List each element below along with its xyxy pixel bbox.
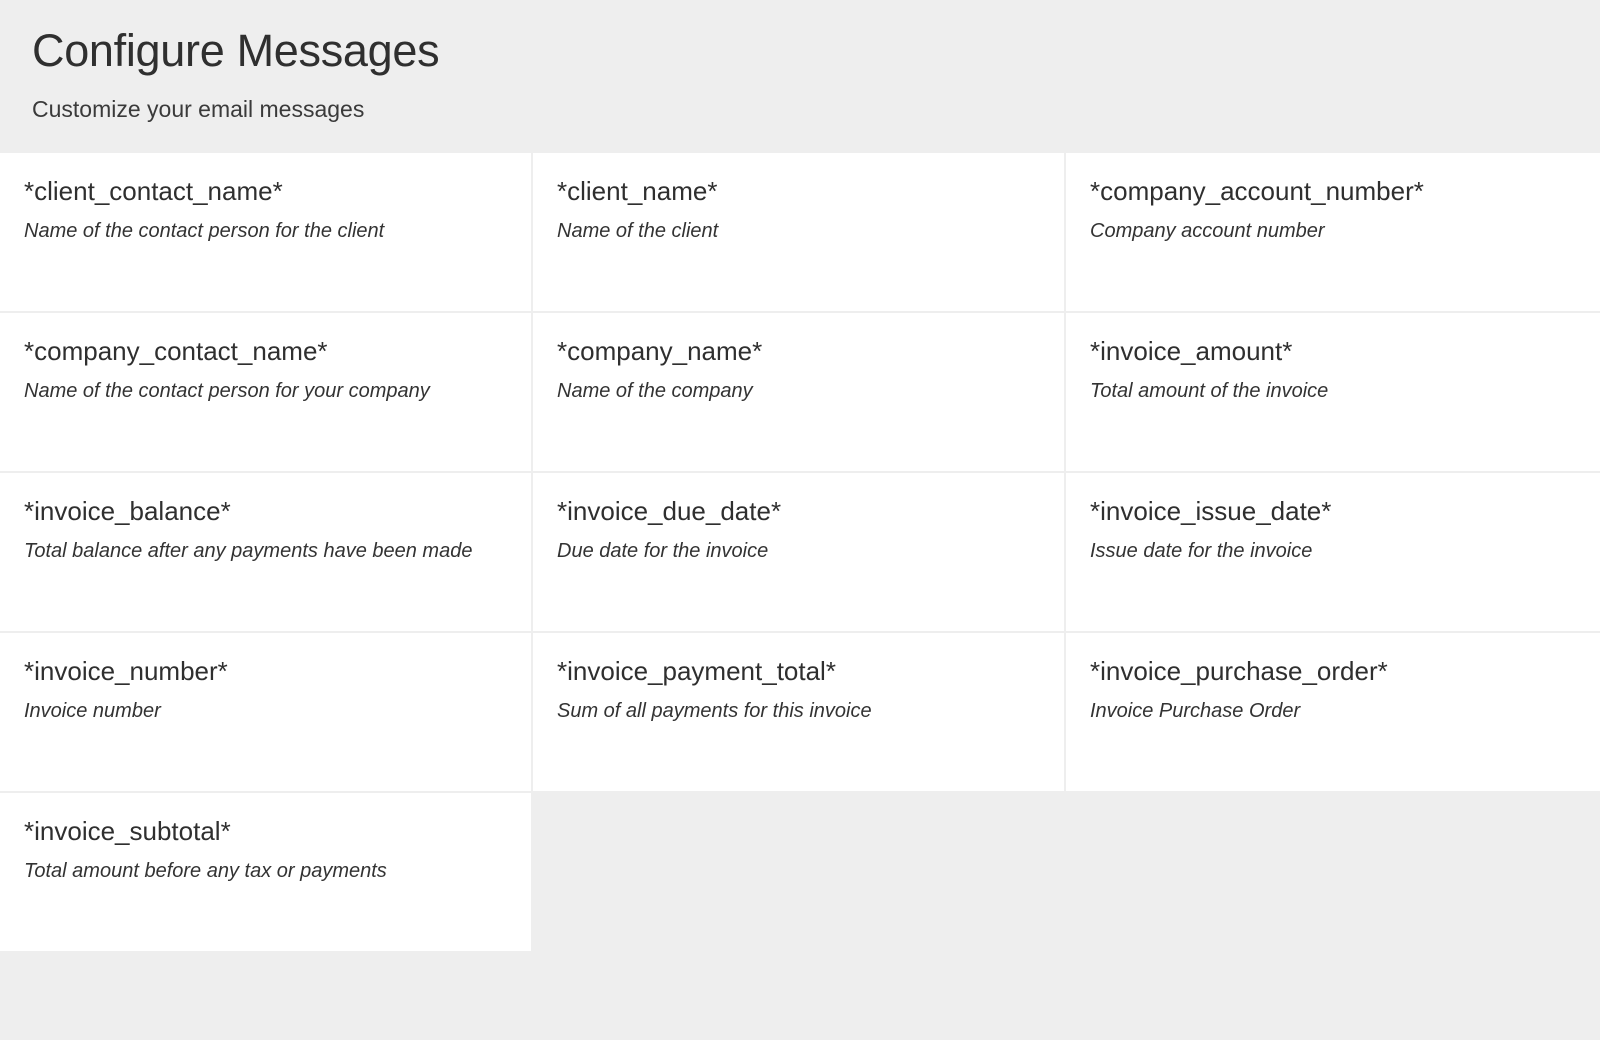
variable-name: *invoice_purchase_order*: [1090, 655, 1388, 686]
variable-card[interactable]: [533, 473, 1066, 633]
variable-card[interactable]: [1066, 633, 1600, 793]
variable-card[interactable]: [533, 153, 1066, 313]
variable-name: *invoice_number*: [24, 655, 228, 686]
variable-name: *client_name*: [557, 175, 718, 206]
variable-description: Name of the contact person for your company: [24, 380, 430, 403]
variable-description: Name of the company: [557, 380, 753, 403]
variable-card[interactable]: [533, 313, 1066, 473]
variable-card[interactable]: [0, 153, 533, 313]
variable-name: *invoice_subtotal*: [24, 815, 231, 846]
variable-description: Issue date for the invoice: [1090, 540, 1313, 563]
variable-card[interactable]: [0, 793, 533, 953]
variable-description: Sum of all payments for this invoice: [557, 700, 872, 723]
variable-description: Name of the client: [557, 220, 719, 243]
grid-empty-cell: [1066, 793, 1600, 953]
variable-card[interactable]: [0, 473, 533, 633]
variable-description: Invoice number: [24, 700, 161, 723]
variables-grid: [0, 153, 1600, 953]
variable-name: *client_contact_name*: [24, 175, 283, 206]
variable-card[interactable]: [1066, 313, 1600, 473]
variable-name: *invoice_payment_total*: [557, 655, 836, 686]
page-header: [0, 0, 1600, 123]
variable-card[interactable]: [1066, 473, 1600, 633]
variable-name: *company_name*: [557, 335, 763, 366]
variable-description: Invoice Purchase Order: [1090, 700, 1301, 723]
variable-card[interactable]: [1066, 153, 1600, 313]
variable-name: *invoice_issue_date*: [1090, 495, 1332, 526]
variable-name: *invoice_amount*: [1090, 335, 1293, 366]
variable-description: Total balance after any payments have been made: [24, 540, 473, 563]
variable-name: *company_contact_name*: [24, 335, 328, 366]
variable-description: Total amount of the invoice: [1090, 380, 1329, 403]
variable-card[interactable]: [0, 633, 533, 793]
variable-description: Due date for the invoice: [557, 540, 769, 563]
variable-description: Name of the contact person for the client: [24, 220, 385, 243]
variable-description: Total amount before any tax or payments: [24, 860, 387, 883]
variable-card[interactable]: [0, 313, 533, 473]
page-subtitle: Customize your email messages: [32, 95, 365, 122]
variable-card[interactable]: [533, 633, 1066, 793]
page-title: Configure Messages: [32, 25, 440, 76]
variable-description: Company account number: [1090, 220, 1325, 243]
grid-empty-cell: [533, 793, 1066, 953]
variable-name: *company_account_number*: [1090, 175, 1424, 206]
variable-name: *invoice_balance*: [24, 495, 231, 526]
variable-name: *invoice_due_date*: [557, 495, 782, 526]
